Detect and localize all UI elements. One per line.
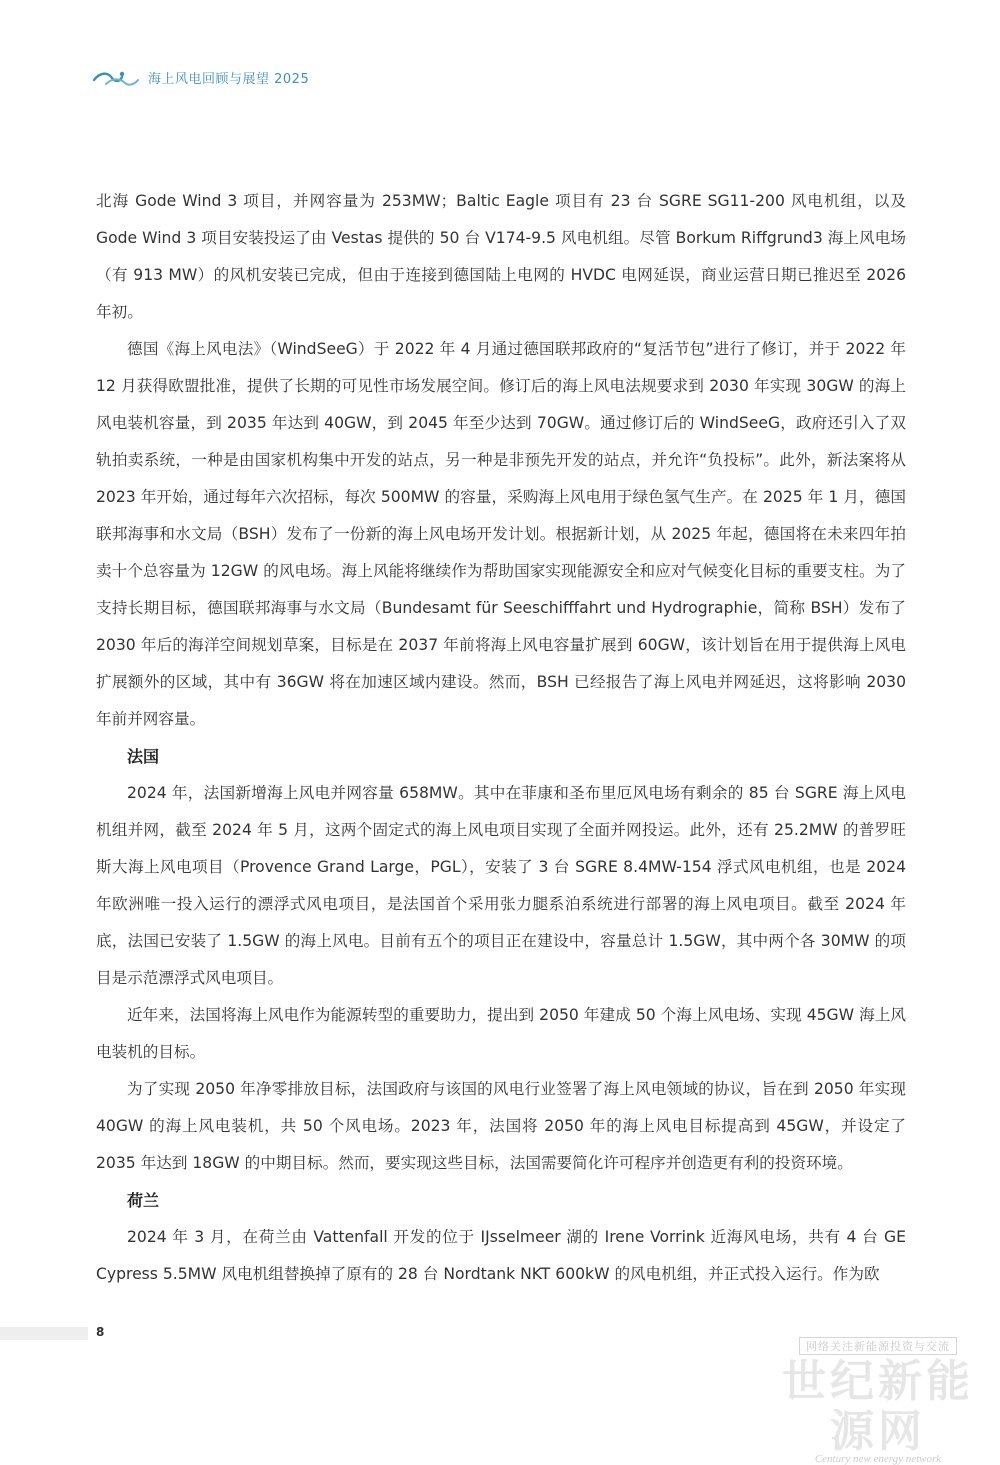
- section-heading-france: 法国: [127, 747, 160, 766]
- watermark-english: Century new energy network: [814, 1453, 942, 1465]
- document-body: [96, 183, 906, 1293]
- page-header: [92, 62, 309, 92]
- watermark: [760, 1335, 996, 1465]
- paragraph-france-netzero: 为了实现 2050 年净零排放目标，法国政府与该国的风电行业签署了海上风电领域的协议，旨在到 2050 年实现 40GW 的海上风电装机，共 50 个风电场。2023 年，法国将 2050 年的海上风电目标提高到 45GW，并设定了 2035 年达到 18GW 的中期目标。然而，要实现这些目标，法国需要简化许可程序并创造更有利的投资环境。: [96, 1080, 906, 1172]
- paragraph-france-goals: 近年来，法国将海上风电作为能源转型的重要助力，提出到 2050 年建成 50 个海上风电场、实现 45GW 海上风电装机的目标。: [96, 1006, 906, 1061]
- paragraph-france-2024: 2024 年，法国新增海上风电并网容量 658MW。其中在菲康和圣布里厄风电场有剩余的 85 台 SGRE 海上风电机组并网，截至 2024 年 5 月，这两个固定式的海上风电项目实现了全面并网投运。此外，还有 25.2MW 的普罗旺斯大海上风电项目（Provence Grand Large，PGL），安装了 3 台 SGRE 8.4MW-154 浮式风电机组，也是 2024 年欧洲唯一投入运行的漂浮式风电项目，是法国首个采用张力腿系泊系统进行部署的海上风电项目。截至 2024 年底，法国已安装了 1.5GW 的海上风电。目前有五个的项目正在建设中，容量总计 1.5GW，其中两个各 30MW 的项目是示范漂浮式风电项目。: [96, 784, 906, 987]
- watermark-name: 世纪新能源网: [782, 1356, 974, 1457]
- footer-bar: [0, 1327, 88, 1340]
- page-number: 8: [96, 1325, 105, 1339]
- paragraph-germany-projects: 北海 Gode Wind 3 项目，并网容量为 253MW；Baltic Eagle 项目有 23 台 SGRE SG11-200 风电机组，以及 Gode Wind 3 项目安装投运了由 Vestas 提供的 50 台 V174-9.5 风电机组。尽管 Borkum Riffgrund3 海上风电场（有 913 MW）的风机安装已完成，但由于连接到德国陆上电网的 HVDC 电网延误，商业运营日期已推迟至 2026 年初。: [96, 192, 906, 321]
- section-heading-netherlands: 荷兰: [127, 1191, 160, 1210]
- paragraph-germany-law: 德国《海上风电法》（WindSeeG）于 2022 年 4 月通过德国联邦政府的“复活节包”进行了修订，并于 2022 年 12 月获得欧盟批准，提供了长期的可见性市场发展空间。修订后的海上风电法规要求到 2030 年实现 30GW 的海上风电装机容量，到 2035 年达到 40GW，到 2045 年至少达到 70GW。通过修订后的 WindSeeG，政府还引入了双轨拍卖系统，一种是由国家机构集中开发的站点，另一种是非预先开发的站点，并允许“负投标”。此外，新法案将从 2023 年开始，通过每年六次招标，每次 500MW 的容量，采购海上风电用于绿色氢气生产。在 2025 年 1 月，德国联邦海事和水文局（BSH）发布了一份新的海上风电场开发计划。根据新计划，从 2025 年起，德国将在未来四年拍卖十个总容量为 12GW 的风电场。海上风能将继续作为帮助国家实现能源安全和应对气候变化目标的重要支柱。为了支持长期目标，德国联邦海事与水文局（Bundesamt für Seeschifffahrt und Hydrographie，简称 BSH）发布了 2030 年后的海洋空间规划草案，目标是在 2037 年前将海上风电容量扩展到 60GW，该计划旨在用于提供海上风电扩展额外的区域，其中有 36GW 将在加速区域内建设。然而，BSH 已经报告了海上风电并网延迟，这将影响 2030 年前并网容量。: [96, 340, 906, 728]
- paragraph-netherlands-2024: 2024 年 3 月，在荷兰由 Vattenfall 开发的位于 IJsselmeer 湖的 Irene Vorrink 近海风电场，共有 4 台 GE Cypress 5.5MW 风电机组替换掉了原有的 28 台 Nordtank NKT 600kW 的风电机组，并正式投入运行。作为欧: [96, 1228, 906, 1283]
- watermark-tagline: 网络关注新能源投资与交流: [799, 1337, 957, 1355]
- header-title: 海上风电回顾与展望 2025: [148, 71, 310, 87]
- wave-logo-icon: [92, 64, 140, 90]
